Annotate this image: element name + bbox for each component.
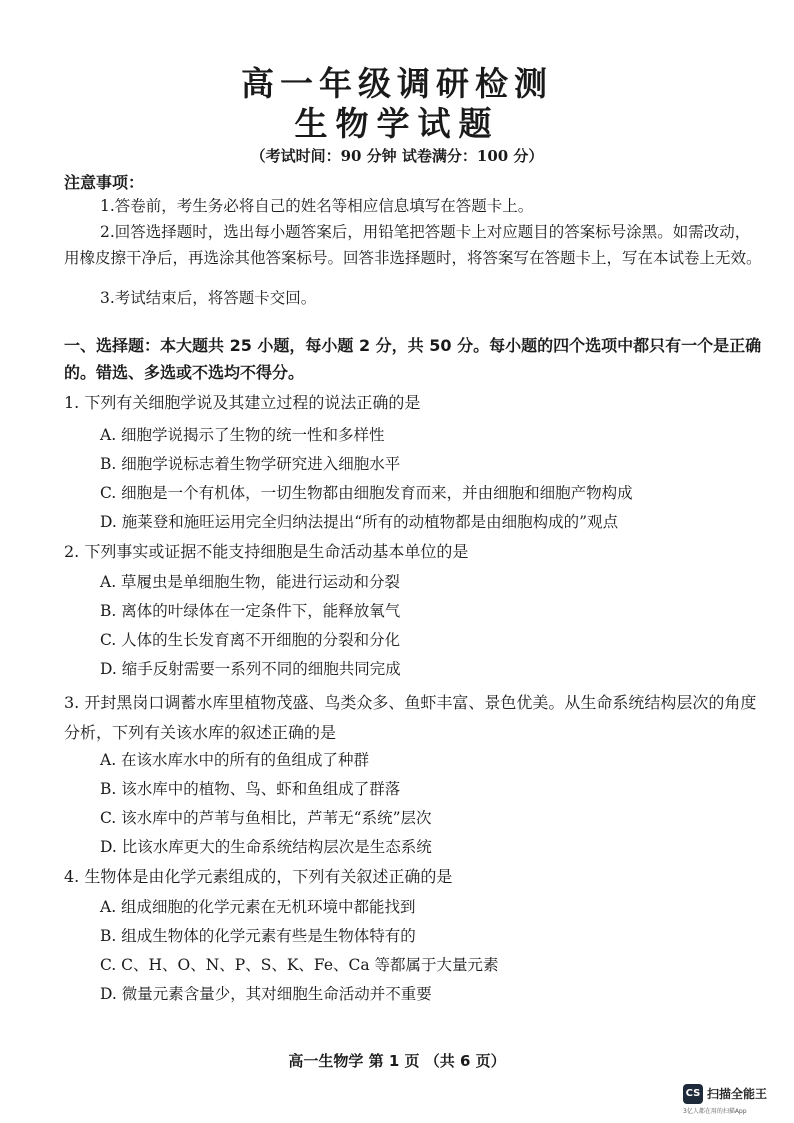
option-2d: D. 缩手反射需要一系列不同的细胞共同完成 <box>100 660 401 678</box>
option-2a: A. 草履虫是单细胞生物，能进行运动和分裂 <box>100 573 401 591</box>
page-footer: 高一生物学 第 1 页 （共 6 页） <box>288 1052 506 1070</box>
option-3a: A. 在该水库水中的所有的鱼组成了种群 <box>100 751 370 769</box>
option-3d: D. 比该水库更大的生命系统结构层次是生态系统 <box>100 838 432 856</box>
option-4b: B. 组成生物体的化学元素有些是生物体特有的 <box>100 927 416 945</box>
question-stem-1: 1. 下列有关细胞学说及其建立过程的说法正确的是 <box>64 393 421 412</box>
option-2c: C. 人体的生长发育离不开细胞的分裂和分化 <box>100 631 401 649</box>
option-4a: A. 组成细胞的化学元素在无机环境中都能找到 <box>100 898 416 916</box>
option-1d: D. 施莱登和施旺运用完全归纳法提出“所有的动植物都是由细胞构成的”观点 <box>100 513 619 531</box>
option-3b: B. 该水库中的植物、鸟、虾和鱼组成了群落 <box>100 780 401 798</box>
section-heading: 一、选择题：本大题共 25 小题，每小题 2 分，共 50 分。每小题的四个选项中都只有一个是正确的。错选、多选或不选均不得分。 <box>64 336 762 382</box>
option-4d: D. 微量元素含量少，其对细胞生命活动并不重要 <box>100 985 432 1003</box>
option-3c: C. 该水库中的芦苇与鱼相比，芦苇无“系统”层次 <box>100 809 432 827</box>
option-1c: C. 细胞是一个有机体，一切生物都由细胞发育而来，并由细胞和细胞产物构成 <box>100 484 633 502</box>
option-4c: C. C、H、O、N、P、S、K、Fe、Ca 等都属于大量元素 <box>100 956 499 974</box>
question-stem-3-text: 3. 开封黑岗口调蓄水库里植物茂盛、鸟类众多、鱼虾丰富、景色优美。从生命系统结构层次的角度分析，下列有关该水库的叙述正确的是 <box>64 693 757 742</box>
scanner-watermark <box>683 1084 787 1118</box>
question-stem-4: 4. 生物体是由化学元素组成的，下列有关叙述正确的是 <box>64 867 453 886</box>
notice-item-1: 1.答卷前，考生务必将自己的姓名等相应信息填写在答题卡上。 <box>100 197 534 215</box>
question-stem-3 <box>64 688 764 748</box>
option-2b: B. 离体的叶绿体在一定条件下，能释放氧气 <box>100 602 401 620</box>
scanner-app-name: 扫描全能王 <box>707 1087 768 1101</box>
question-stem-2: 2. 下列事实或证据不能支持细胞是生命活动基本单位的是 <box>64 542 469 561</box>
exam-subject-title: 生物学试题 <box>294 104 500 143</box>
scanner-logo-icon: CS <box>683 1084 703 1104</box>
option-1b: B. 细胞学说标志着生物学研究进入细胞水平 <box>100 455 401 473</box>
scanner-tagline: 3亿人都在用的扫描App <box>683 1108 747 1115</box>
notice-item-3: 3.考试结束后，将答题卡交回。 <box>100 289 317 307</box>
notice-heading: 注意事项： <box>64 173 145 192</box>
option-1a: A. 细胞学说揭示了生物的统一性和多样性 <box>100 426 385 444</box>
notice-item-2: 2.回答选择题时，选出每小题答案后，用铅笔把答题卡上对应题目的答案标号涂黑。如需改动，用橡皮擦干净后，再选涂其他答案标号。回答非选择题时，将答案写在答题卡上，写在本试卷上无效。 <box>64 223 762 267</box>
exam-title: 高一年级调研检测 <box>241 64 553 103</box>
exam-time-info: （考试时间：90 分钟 试卷满分：100 分） <box>250 147 544 165</box>
